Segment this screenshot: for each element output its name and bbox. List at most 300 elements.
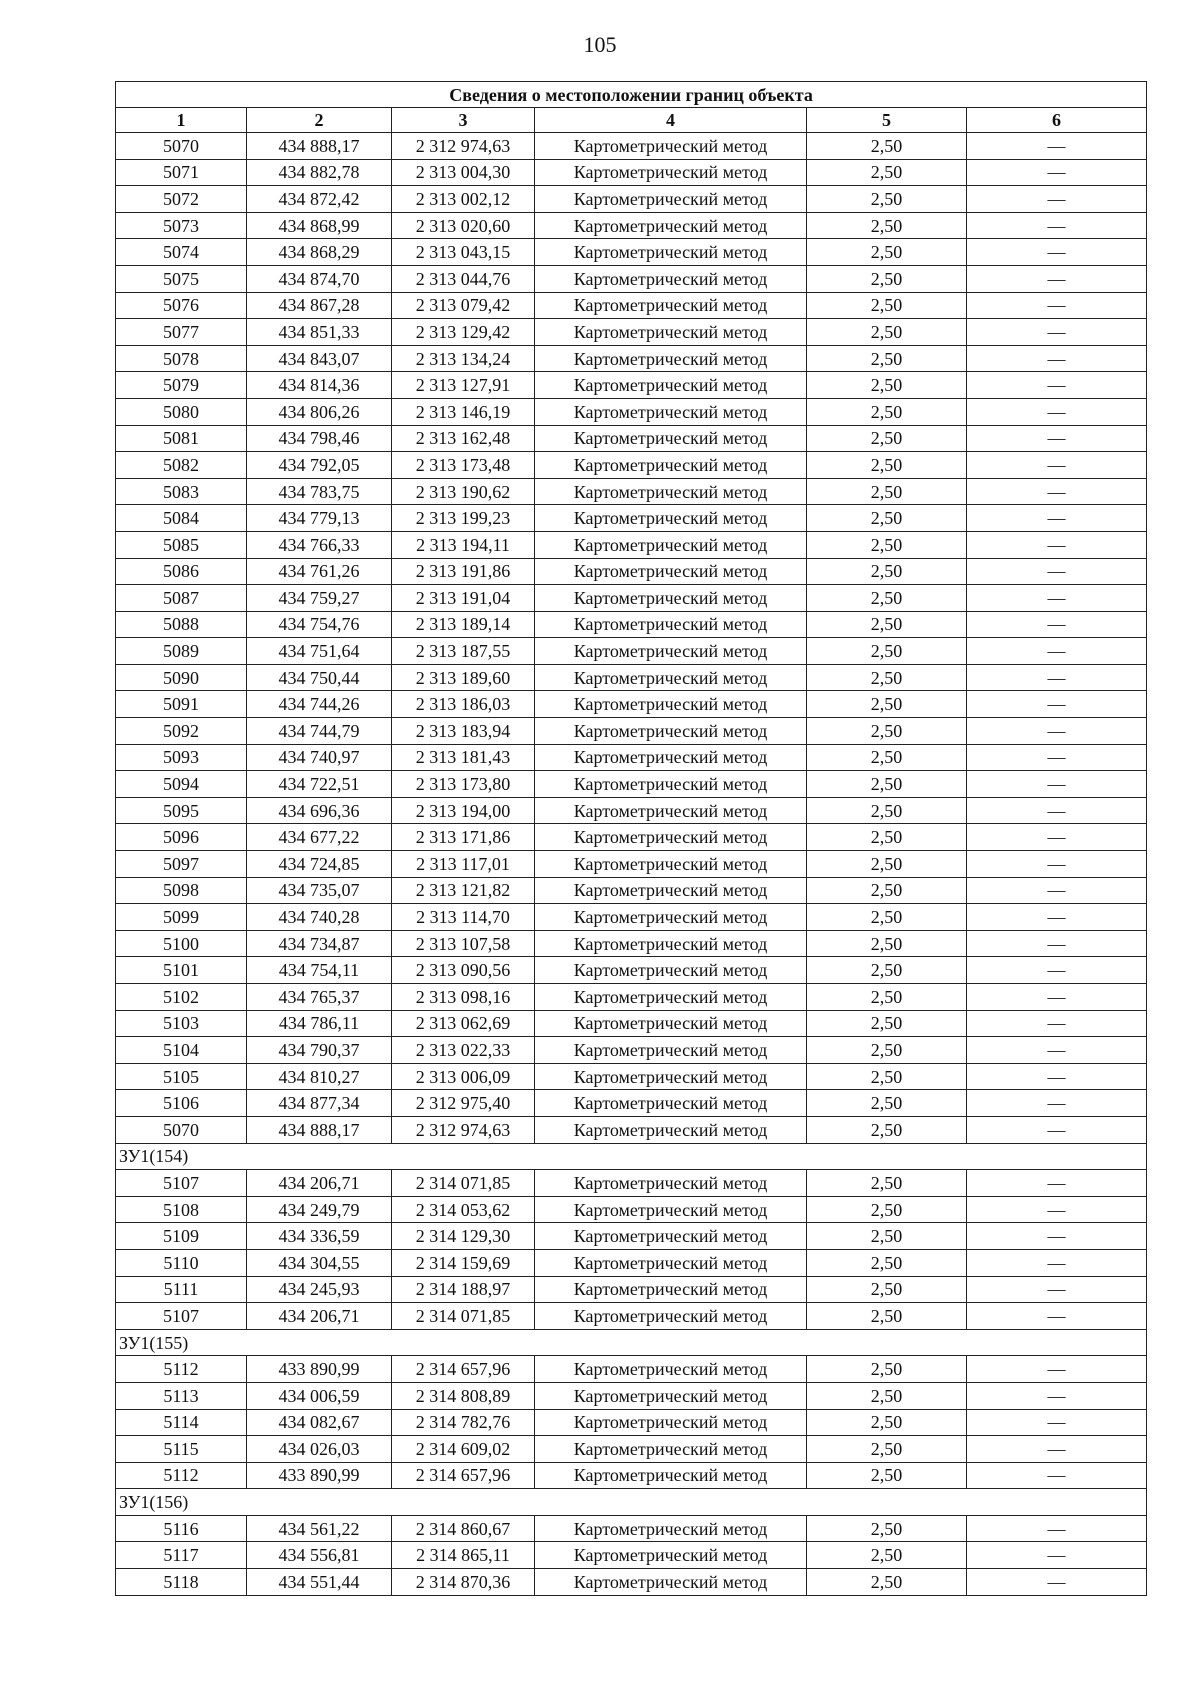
description-cell: — — [967, 372, 1147, 399]
boundary-coordinates-table — [115, 81, 1147, 1596]
description-cell: — — [967, 797, 1147, 824]
description-cell: — — [967, 611, 1147, 638]
table-row — [116, 1409, 1147, 1436]
y-coordinate-cell: 2 313 162,48 — [392, 425, 535, 452]
point-number-cell: 5081 — [116, 425, 247, 452]
point-number-cell: 5084 — [116, 505, 247, 532]
description-cell: — — [967, 292, 1147, 319]
accuracy-cell: 2,50 — [807, 239, 967, 266]
point-number-cell: 5116 — [116, 1515, 247, 1542]
x-coordinate-cell: 434 779,13 — [247, 505, 392, 532]
accuracy-cell: 2,50 — [807, 1170, 967, 1197]
description-cell: — — [967, 744, 1147, 771]
table-body — [116, 133, 1147, 1596]
x-coordinate-cell: 434 766,33 — [247, 531, 392, 558]
point-number-cell: 5078 — [116, 345, 247, 372]
x-coordinate-cell: 434 336,59 — [247, 1223, 392, 1250]
table-row — [116, 1276, 1147, 1303]
method-cell: Картометрический метод — [535, 452, 807, 479]
x-coordinate-cell: 434 754,76 — [247, 611, 392, 638]
description-cell: — — [967, 265, 1147, 292]
x-coordinate-cell: 433 890,99 — [247, 1356, 392, 1383]
accuracy-cell: 2,50 — [807, 1090, 967, 1117]
x-coordinate-cell: 434 556,81 — [247, 1542, 392, 1569]
method-cell: Картометрический метод — [535, 1223, 807, 1250]
point-number-cell: 5083 — [116, 478, 247, 505]
table-row — [116, 186, 1147, 213]
y-coordinate-cell: 2 313 189,14 — [392, 611, 535, 638]
accuracy-cell: 2,50 — [807, 133, 967, 160]
table-row — [116, 505, 1147, 532]
method-cell: Картометрический метод — [535, 212, 807, 239]
y-coordinate-cell: 2 314 071,85 — [392, 1170, 535, 1197]
method-cell: Картометрический метод — [535, 239, 807, 266]
method-cell: Картометрический метод — [535, 691, 807, 718]
description-cell: — — [967, 212, 1147, 239]
method-cell: Картометрический метод — [535, 1436, 807, 1463]
description-cell: — — [967, 345, 1147, 372]
description-cell: — — [967, 1249, 1147, 1276]
method-cell: Картометрический метод — [535, 265, 807, 292]
method-cell: Картометрический метод — [535, 851, 807, 878]
method-cell: Картометрический метод — [535, 1569, 807, 1596]
accuracy-cell: 2,50 — [807, 718, 967, 745]
y-coordinate-cell: 2 313 004,30 — [392, 159, 535, 186]
point-number-cell: 5107 — [116, 1170, 247, 1197]
table-row — [116, 1063, 1147, 1090]
y-coordinate-cell: 2 313 117,01 — [392, 851, 535, 878]
x-coordinate-cell: 434 744,26 — [247, 691, 392, 718]
method-cell: Картометрический метод — [535, 292, 807, 319]
accuracy-cell: 2,50 — [807, 1409, 967, 1436]
description-cell: — — [967, 664, 1147, 691]
table-row — [116, 1515, 1147, 1542]
table-row — [116, 319, 1147, 346]
table-row — [116, 1010, 1147, 1037]
x-coordinate-cell: 434 882,78 — [247, 159, 392, 186]
table-row — [116, 425, 1147, 452]
y-coordinate-cell: 2 314 808,89 — [392, 1382, 535, 1409]
description-cell: — — [967, 1090, 1147, 1117]
y-coordinate-cell: 2 312 974,63 — [392, 1116, 535, 1143]
x-coordinate-cell: 434 551,44 — [247, 1569, 392, 1596]
description-cell: — — [967, 478, 1147, 505]
method-cell: Картометрический метод — [535, 319, 807, 346]
method-cell: Картометрический метод — [535, 133, 807, 160]
method-cell: Картометрический метод — [535, 425, 807, 452]
x-coordinate-cell: 433 890,99 — [247, 1462, 392, 1489]
description-cell: — — [967, 1010, 1147, 1037]
accuracy-cell: 2,50 — [807, 930, 967, 957]
description-cell: — — [967, 159, 1147, 186]
accuracy-cell: 2,50 — [807, 1010, 967, 1037]
description-cell: — — [967, 239, 1147, 266]
accuracy-cell: 2,50 — [807, 478, 967, 505]
y-coordinate-cell: 2 313 107,58 — [392, 930, 535, 957]
point-number-cell: 5091 — [116, 691, 247, 718]
point-number-cell: 5088 — [116, 611, 247, 638]
y-coordinate-cell: 2 313 186,03 — [392, 691, 535, 718]
y-coordinate-cell: 2 313 098,16 — [392, 984, 535, 1011]
table-row — [116, 1037, 1147, 1064]
method-cell: Картометрический метод — [535, 398, 807, 425]
column-header-5: 5 — [807, 108, 967, 133]
point-number-cell: 5074 — [116, 239, 247, 266]
point-number-cell: 5103 — [116, 1010, 247, 1037]
y-coordinate-cell: 2 313 183,94 — [392, 718, 535, 745]
method-cell: Картометрический метод — [535, 718, 807, 745]
x-coordinate-cell: 434 082,67 — [247, 1409, 392, 1436]
method-cell: Картометрический метод — [535, 1170, 807, 1197]
table-row — [116, 398, 1147, 425]
land-plot-label: ЗУ1(155) — [116, 1329, 1147, 1356]
table-row — [116, 585, 1147, 612]
y-coordinate-cell: 2 314 609,02 — [392, 1436, 535, 1463]
boundary-table-container — [115, 81, 1146, 1596]
description-cell: — — [967, 877, 1147, 904]
point-number-cell: 5072 — [116, 186, 247, 213]
method-cell: Картометрический метод — [535, 904, 807, 931]
table-row — [116, 718, 1147, 745]
description-cell: — — [967, 638, 1147, 665]
point-number-cell: 5077 — [116, 319, 247, 346]
y-coordinate-cell: 2 313 189,60 — [392, 664, 535, 691]
y-coordinate-cell: 2 313 002,12 — [392, 186, 535, 213]
land-plot-label: ЗУ1(156) — [116, 1489, 1147, 1516]
description-cell: — — [967, 558, 1147, 585]
table-row — [116, 877, 1147, 904]
table-row — [116, 265, 1147, 292]
description-cell: — — [967, 531, 1147, 558]
column-header-2: 2 — [247, 108, 392, 133]
table-row — [116, 558, 1147, 585]
table-row — [116, 239, 1147, 266]
table-row — [116, 1356, 1147, 1383]
accuracy-cell: 2,50 — [807, 1515, 967, 1542]
accuracy-cell: 2,50 — [807, 1223, 967, 1250]
table-row — [116, 771, 1147, 798]
y-coordinate-cell: 2 313 020,60 — [392, 212, 535, 239]
x-coordinate-cell: 434 734,87 — [247, 930, 392, 957]
accuracy-cell: 2,50 — [807, 1276, 967, 1303]
point-number-cell: 5070 — [116, 1116, 247, 1143]
point-number-cell: 5105 — [116, 1063, 247, 1090]
table-row — [116, 292, 1147, 319]
y-coordinate-cell: 2 313 121,82 — [392, 877, 535, 904]
method-cell: Картометрический метод — [535, 1382, 807, 1409]
x-coordinate-cell: 434 735,07 — [247, 877, 392, 904]
method-cell: Картометрический метод — [535, 930, 807, 957]
accuracy-cell: 2,50 — [807, 1382, 967, 1409]
accuracy-cell: 2,50 — [807, 611, 967, 638]
x-coordinate-cell: 434 786,11 — [247, 1010, 392, 1037]
method-cell: Картометрический метод — [535, 345, 807, 372]
description-cell: — — [967, 452, 1147, 479]
y-coordinate-cell: 2 313 173,48 — [392, 452, 535, 479]
description-cell: — — [967, 1356, 1147, 1383]
point-number-cell: 5090 — [116, 664, 247, 691]
x-coordinate-cell: 434 888,17 — [247, 1116, 392, 1143]
description-cell: — — [967, 957, 1147, 984]
table-row — [116, 611, 1147, 638]
y-coordinate-cell: 2 313 129,42 — [392, 319, 535, 346]
y-coordinate-cell: 2 313 090,56 — [392, 957, 535, 984]
method-cell: Картометрический метод — [535, 771, 807, 798]
x-coordinate-cell: 434 798,46 — [247, 425, 392, 452]
description-cell: — — [967, 1409, 1147, 1436]
x-coordinate-cell: 434 843,07 — [247, 345, 392, 372]
point-number-cell: 5104 — [116, 1037, 247, 1064]
description-cell: — — [967, 1116, 1147, 1143]
table-row — [116, 1249, 1147, 1276]
description-cell: — — [967, 1170, 1147, 1197]
table-row — [116, 957, 1147, 984]
x-coordinate-cell: 434 696,36 — [247, 797, 392, 824]
point-number-cell: 5099 — [116, 904, 247, 931]
x-coordinate-cell: 434 765,37 — [247, 984, 392, 1011]
description-cell: — — [967, 186, 1147, 213]
y-coordinate-cell: 2 313 171,86 — [392, 824, 535, 851]
description-cell: — — [967, 851, 1147, 878]
method-cell: Картометрический метод — [535, 159, 807, 186]
accuracy-cell: 2,50 — [807, 345, 967, 372]
table-row — [116, 1116, 1147, 1143]
y-coordinate-cell: 2 313 190,62 — [392, 478, 535, 505]
y-coordinate-cell: 2 313 191,04 — [392, 585, 535, 612]
accuracy-cell: 2,50 — [807, 372, 967, 399]
description-cell: — — [967, 1223, 1147, 1250]
table-row — [116, 1542, 1147, 1569]
method-cell: Картометрический метод — [535, 1116, 807, 1143]
point-number-cell: 5110 — [116, 1249, 247, 1276]
y-coordinate-cell: 2 314 657,96 — [392, 1462, 535, 1489]
table-row — [116, 133, 1147, 160]
x-coordinate-cell: 434 245,93 — [247, 1276, 392, 1303]
table-row — [116, 638, 1147, 665]
y-coordinate-cell: 2 313 187,55 — [392, 638, 535, 665]
table-row — [116, 372, 1147, 399]
x-coordinate-cell: 434 740,28 — [247, 904, 392, 931]
method-cell: Картометрический метод — [535, 611, 807, 638]
method-cell: Картометрический метод — [535, 585, 807, 612]
y-coordinate-cell: 2 314 188,97 — [392, 1276, 535, 1303]
table-row — [116, 1382, 1147, 1409]
accuracy-cell: 2,50 — [807, 425, 967, 452]
method-cell: Картометрический метод — [535, 186, 807, 213]
x-coordinate-cell: 434 810,27 — [247, 1063, 392, 1090]
x-coordinate-cell: 434 026,03 — [247, 1436, 392, 1463]
description-cell: — — [967, 1063, 1147, 1090]
column-header-4: 4 — [535, 108, 807, 133]
x-coordinate-cell: 434 677,22 — [247, 824, 392, 851]
x-coordinate-cell: 434 790,37 — [247, 1037, 392, 1064]
method-cell: Картометрический метод — [535, 1196, 807, 1223]
description-cell: — — [967, 319, 1147, 346]
method-cell: Картометрический метод — [535, 1090, 807, 1117]
description-cell: — — [967, 691, 1147, 718]
accuracy-cell: 2,50 — [807, 1249, 967, 1276]
method-cell: Картометрический метод — [535, 1037, 807, 1064]
x-coordinate-cell: 434 783,75 — [247, 478, 392, 505]
point-number-cell: 5101 — [116, 957, 247, 984]
point-number-cell: 5097 — [116, 851, 247, 878]
y-coordinate-cell: 2 312 975,40 — [392, 1090, 535, 1117]
table-row — [116, 531, 1147, 558]
description-cell: — — [967, 1542, 1147, 1569]
table-row — [116, 452, 1147, 479]
table-row — [116, 930, 1147, 957]
accuracy-cell: 2,50 — [807, 1063, 967, 1090]
accuracy-cell: 2,50 — [807, 212, 967, 239]
table-row — [116, 824, 1147, 851]
accuracy-cell: 2,50 — [807, 851, 967, 878]
y-coordinate-cell: 2 313 044,76 — [392, 265, 535, 292]
method-cell: Картометрический метод — [535, 824, 807, 851]
description-cell: — — [967, 1436, 1147, 1463]
accuracy-cell: 2,50 — [807, 398, 967, 425]
accuracy-cell: 2,50 — [807, 159, 967, 186]
point-number-cell: 5100 — [116, 930, 247, 957]
point-number-cell: 5087 — [116, 585, 247, 612]
table-row — [116, 1090, 1147, 1117]
description-cell: — — [967, 930, 1147, 957]
table-row — [116, 1462, 1147, 1489]
y-coordinate-cell: 2 312 974,63 — [392, 133, 535, 160]
method-cell: Картометрический метод — [535, 957, 807, 984]
point-number-cell: 5092 — [116, 718, 247, 745]
accuracy-cell: 2,50 — [807, 1303, 967, 1330]
x-coordinate-cell: 434 754,11 — [247, 957, 392, 984]
accuracy-cell: 2,50 — [807, 1462, 967, 1489]
method-cell: Картометрический метод — [535, 1356, 807, 1383]
accuracy-cell: 2,50 — [807, 265, 967, 292]
x-coordinate-cell: 434 750,44 — [247, 664, 392, 691]
method-cell: Картометрический метод — [535, 638, 807, 665]
table-row — [116, 984, 1147, 1011]
point-number-cell: 5117 — [116, 1542, 247, 1569]
x-coordinate-cell: 434 761,26 — [247, 558, 392, 585]
group-header-row — [116, 1143, 1147, 1170]
description-cell: — — [967, 824, 1147, 851]
description-cell: — — [967, 425, 1147, 452]
point-number-cell: 5086 — [116, 558, 247, 585]
accuracy-cell: 2,50 — [807, 1116, 967, 1143]
method-cell: Картометрический метод — [535, 1515, 807, 1542]
accuracy-cell: 2,50 — [807, 771, 967, 798]
point-number-cell: 5071 — [116, 159, 247, 186]
description-cell: — — [967, 718, 1147, 745]
point-number-cell: 5108 — [116, 1196, 247, 1223]
group-header-row — [116, 1329, 1147, 1356]
x-coordinate-cell: 434 806,26 — [247, 398, 392, 425]
y-coordinate-cell: 2 313 043,15 — [392, 239, 535, 266]
x-coordinate-cell: 434 867,28 — [247, 292, 392, 319]
method-cell: Картометрический метод — [535, 877, 807, 904]
table-row — [116, 159, 1147, 186]
point-number-cell: 5113 — [116, 1382, 247, 1409]
point-number-cell: 5107 — [116, 1303, 247, 1330]
accuracy-cell: 2,50 — [807, 824, 967, 851]
x-coordinate-cell: 434 874,70 — [247, 265, 392, 292]
column-header-6: 6 — [967, 108, 1147, 133]
accuracy-cell: 2,50 — [807, 1196, 967, 1223]
table-row — [116, 478, 1147, 505]
table-row — [116, 1223, 1147, 1250]
method-cell: Картометрический метод — [535, 558, 807, 585]
x-coordinate-cell: 434 888,17 — [247, 133, 392, 160]
description-cell: — — [967, 133, 1147, 160]
accuracy-cell: 2,50 — [807, 585, 967, 612]
y-coordinate-cell: 2 313 194,00 — [392, 797, 535, 824]
y-coordinate-cell: 2 313 114,70 — [392, 904, 535, 931]
point-number-cell: 5098 — [116, 877, 247, 904]
description-cell: — — [967, 1196, 1147, 1223]
table-row — [116, 691, 1147, 718]
x-coordinate-cell: 434 304,55 — [247, 1249, 392, 1276]
x-coordinate-cell: 434 759,27 — [247, 585, 392, 612]
table-title: Сведения о местоположении границ объекта — [116, 82, 1147, 108]
accuracy-cell: 2,50 — [807, 797, 967, 824]
y-coordinate-cell: 2 314 071,85 — [392, 1303, 535, 1330]
y-coordinate-cell: 2 313 079,42 — [392, 292, 535, 319]
point-number-cell: 5075 — [116, 265, 247, 292]
accuracy-cell: 2,50 — [807, 984, 967, 1011]
accuracy-cell: 2,50 — [807, 1542, 967, 1569]
description-cell: — — [967, 1462, 1147, 1489]
y-coordinate-cell: 2 314 860,67 — [392, 1515, 535, 1542]
point-number-cell: 5070 — [116, 133, 247, 160]
table-row — [116, 744, 1147, 771]
x-coordinate-cell: 434 872,42 — [247, 186, 392, 213]
y-coordinate-cell: 2 314 782,76 — [392, 1409, 535, 1436]
page-number: 105 — [583, 32, 617, 57]
x-coordinate-cell: 434 724,85 — [247, 851, 392, 878]
point-number-cell: 5109 — [116, 1223, 247, 1250]
group-header-row — [116, 1489, 1147, 1516]
point-number-cell: 5102 — [116, 984, 247, 1011]
x-coordinate-cell: 434 851,33 — [247, 319, 392, 346]
table-row — [116, 345, 1147, 372]
table-row — [116, 1436, 1147, 1463]
method-cell: Картометрический метод — [535, 1249, 807, 1276]
point-number-cell: 5114 — [116, 1409, 247, 1436]
x-coordinate-cell: 434 740,97 — [247, 744, 392, 771]
method-cell: Картометрический метод — [535, 1409, 807, 1436]
accuracy-cell: 2,50 — [807, 505, 967, 532]
x-coordinate-cell: 434 814,36 — [247, 372, 392, 399]
x-coordinate-cell: 434 206,71 — [247, 1303, 392, 1330]
description-cell: — — [967, 1303, 1147, 1330]
y-coordinate-cell: 2 313 127,91 — [392, 372, 535, 399]
accuracy-cell: 2,50 — [807, 531, 967, 558]
y-coordinate-cell: 2 314 870,36 — [392, 1569, 535, 1596]
table-title-row — [116, 82, 1147, 108]
description-cell: — — [967, 1515, 1147, 1542]
accuracy-cell: 2,50 — [807, 1436, 967, 1463]
method-cell: Картометрический метод — [535, 531, 807, 558]
accuracy-cell: 2,50 — [807, 186, 967, 213]
accuracy-cell: 2,50 — [807, 452, 967, 479]
method-cell: Картометрический метод — [535, 744, 807, 771]
accuracy-cell: 2,50 — [807, 292, 967, 319]
y-coordinate-cell: 2 313 181,43 — [392, 744, 535, 771]
point-number-cell: 5106 — [116, 1090, 247, 1117]
x-coordinate-cell: 434 722,51 — [247, 771, 392, 798]
description-cell: — — [967, 1037, 1147, 1064]
x-coordinate-cell: 434 868,29 — [247, 239, 392, 266]
table-row — [116, 1196, 1147, 1223]
description-cell: — — [967, 1569, 1147, 1596]
